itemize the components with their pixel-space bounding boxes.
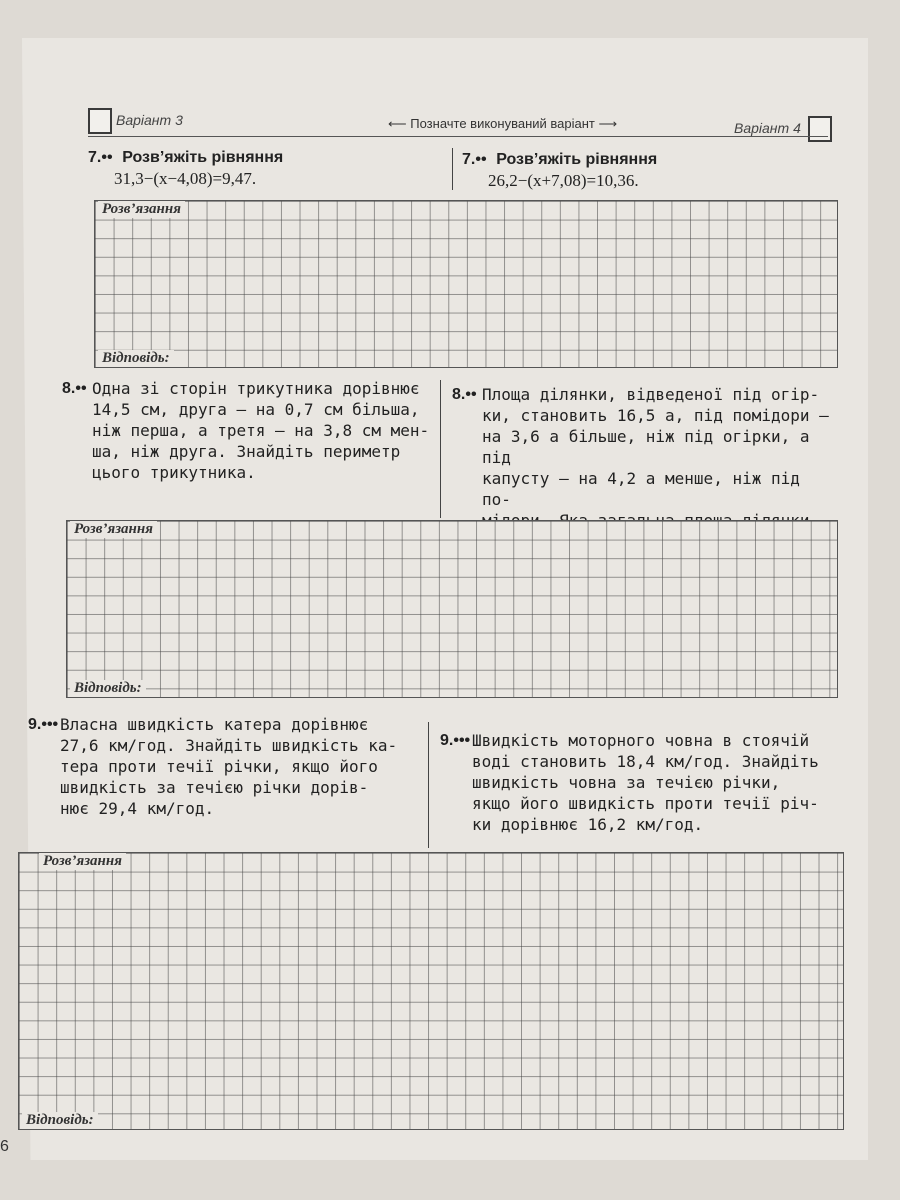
task-7-variant-3 bbox=[88, 146, 438, 189]
task-line: ніж перша, а третя — на 3,8 см мен- bbox=[92, 421, 430, 440]
task-9-variant-4 bbox=[440, 730, 840, 835]
answer-label: Відповідь: bbox=[98, 350, 174, 367]
column-divider bbox=[452, 148, 453, 190]
solution-grid-8[interactable] bbox=[66, 520, 838, 698]
task-9-variant-3 bbox=[28, 714, 428, 819]
answer-label: Відповідь: bbox=[22, 1112, 98, 1129]
task-line: швидкість за течією річки дорів- bbox=[60, 778, 369, 797]
task-line: тера проти течії річки, якщо його bbox=[60, 757, 378, 776]
task-line: нює 29,4 км/год. bbox=[60, 799, 215, 818]
column-divider bbox=[440, 380, 441, 518]
task-line: Площа ділянки, відведеної під огір- bbox=[482, 385, 820, 404]
task-line: 14,5 см, друга — на 0,7 см більша, bbox=[92, 400, 420, 419]
task-line: ки дорівнює 16,2 км/год. bbox=[472, 815, 704, 834]
answer-label: Відповідь: bbox=[70, 680, 146, 697]
solution-grid-9[interactable] bbox=[18, 852, 844, 1130]
task-number: 7.•• bbox=[88, 149, 113, 166]
task-line: 27,6 км/год. Знайдіть швидкість ка- bbox=[60, 736, 398, 755]
variant-3-checkbox[interactable] bbox=[88, 108, 112, 134]
solution-grid-7[interactable] bbox=[94, 200, 838, 368]
column-divider bbox=[428, 722, 429, 848]
solution-label: Розв’язання bbox=[39, 853, 126, 870]
task-number: 8.•• bbox=[452, 386, 477, 403]
task-number: 7.•• bbox=[462, 151, 487, 168]
header-rule bbox=[88, 136, 828, 137]
task-equation: 31,3−(x−4,08)=9,47. bbox=[114, 169, 257, 188]
task-line: капусту — на 4,2 а менше, ніж під по- bbox=[482, 469, 800, 509]
task-line: ша, ніж друга. Знайдіть периметр bbox=[92, 442, 401, 461]
page-number: 6 bbox=[0, 1138, 9, 1155]
task-line: якщо його швидкість проти течії річ- bbox=[472, 794, 819, 813]
task-7-variant-4 bbox=[462, 148, 822, 191]
solution-label: Розв’язання bbox=[70, 521, 157, 538]
solution-label: Розв’язання bbox=[98, 201, 185, 218]
task-line: Швидкість моторного човна в стоячій bbox=[472, 731, 810, 750]
variant-4-label: Варіант 4 bbox=[734, 120, 801, 136]
task-line: на 3,6 а більше, ніж під огірки, а під bbox=[482, 427, 810, 467]
task-number: 9.••• bbox=[440, 732, 471, 749]
variant-hint: ⟵ Позначте виконуваний варіант ⟶ bbox=[388, 116, 618, 131]
task-title: Розв’яжіть рівняння bbox=[496, 151, 658, 168]
task-line: воді становить 18,4 км/год. Знайдіть bbox=[472, 752, 819, 771]
task-title: Розв’яжіть рівняння bbox=[122, 149, 284, 166]
variant-4-checkbox[interactable] bbox=[808, 116, 832, 142]
task-8-variant-3 bbox=[62, 378, 440, 483]
task-number: 9.••• bbox=[28, 716, 59, 733]
task-line: Власна швидкість катера дорівнює bbox=[60, 715, 369, 734]
task-equation: 26,2−(x+7,08)=10,36. bbox=[488, 171, 639, 190]
task-line: швидкість човна за течією річки, bbox=[472, 773, 781, 792]
task-line: ки, становить 16,5 а, під помідори — bbox=[482, 406, 829, 425]
task-line: цього трикутника. bbox=[92, 463, 256, 482]
variant-3-label: Варіант 3 bbox=[116, 112, 183, 128]
variant-selector-bar bbox=[88, 108, 838, 138]
task-line: Одна зі сторін трикутника дорівнює bbox=[92, 379, 420, 398]
task-number: 8.•• bbox=[62, 380, 87, 397]
